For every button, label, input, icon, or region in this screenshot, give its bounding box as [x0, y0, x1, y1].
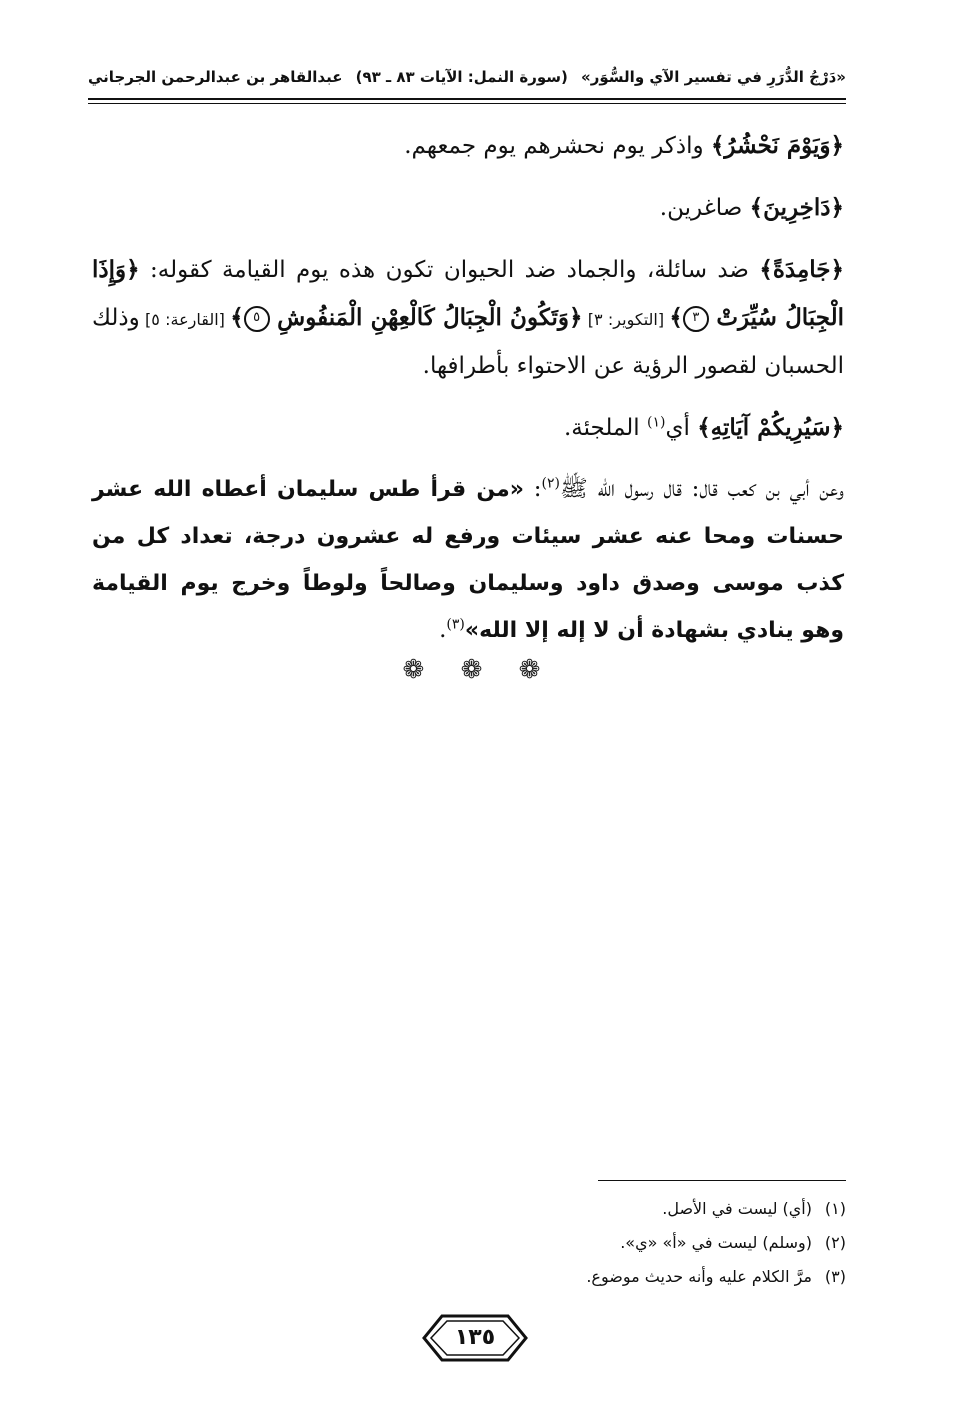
header-book-title: «دَرْجُ الدُّرَرِ في تفسير الآي والسُّوَر»: [581, 68, 846, 86]
commentary-text: ضد سائلة، والجماد ضد الحيوان تكون هذه يوم القيامة كقوله:: [139, 257, 760, 283]
paragraph-5: [92, 466, 844, 654]
quran-phrase: ﴿سَيُرِيكُمْ آيَاتِهِ﴾: [697, 414, 844, 441]
page-number: ١٣٥: [454, 1325, 496, 1350]
quran-verse-close: ﴾: [669, 304, 683, 331]
commentary-text: وذلك الحسبان لقصور الرؤية عن الاحتواء بأطرافها.: [92, 305, 844, 379]
footnote-marker: (٢): [541, 475, 561, 492]
commentary-text: الملجئة.: [563, 415, 647, 441]
footnote-number: (٣): [824, 1267, 846, 1286]
footnotes: [300, 1192, 846, 1294]
quran-phrase: ﴿دَاخِرِينَ﴾: [749, 194, 844, 221]
quran-verse: ﴿وَإِذَا الْجِبَالُ سُيِّرَتْ: [92, 256, 844, 331]
header-section: (سورة النمل: الآيات ٨٣ ـ ٩٣): [355, 68, 568, 86]
footnote-item: [300, 1192, 846, 1226]
commentary-text: صاغرين.: [659, 195, 750, 221]
commentary-text: واذكر يوم نحشرهم يوم جمعهم.: [404, 133, 711, 159]
section-divider-ornaments: ❁ ❁ ❁: [402, 655, 555, 685]
quran-phrase: ﴿وَيَوْمَ نَحْشُرُ﴾: [710, 132, 844, 159]
verse-reference: [التكوير: ٣]: [582, 310, 670, 329]
header-rule: [88, 98, 846, 100]
footnote-text: (أي) ليست في الأصل.: [662, 1199, 812, 1218]
running-header: [88, 60, 846, 94]
commentary-text: أي: [665, 415, 698, 441]
narration-text: وعن أبي بن كعب قال: قال رسول الله ﷺ: [560, 476, 844, 502]
footnote-item: [300, 1260, 846, 1294]
footnote-text: مرَّ الكلام عليه وأنه حديث موضوع.: [586, 1267, 812, 1286]
paragraph-4: [92, 404, 844, 452]
main-text: [92, 122, 844, 668]
verse-reference: [القارعة: ٥]: [139, 310, 231, 329]
footnote-number: (٢): [824, 1233, 846, 1252]
ayah-number-marker: ٥: [244, 306, 270, 332]
quran-verse: ﴿وَتَكُونُ الْجِبَالُ كَالْعِهْنِ الْمَنفُوشِ: [277, 304, 583, 331]
footnote-marker: (٣): [446, 616, 465, 633]
ayah-number-marker: ٣: [683, 306, 709, 332]
paragraph-3: [92, 246, 844, 390]
quran-phrase: ﴿جَامِدَةً﴾: [759, 256, 844, 283]
narration-end: .: [439, 617, 447, 643]
page-number-badge: [420, 1312, 530, 1364]
paragraph-2: [92, 184, 844, 232]
narration-text: :: [523, 476, 542, 502]
footnote-marker: (١): [647, 414, 666, 431]
quran-verse-close: ﴾: [230, 304, 244, 331]
footnote-item: [300, 1226, 846, 1260]
header-author: عبدالقاهر بن عبدالرحمن الجرجاني: [88, 68, 343, 86]
footnote-rule: [598, 1180, 846, 1181]
paragraph-1: [92, 122, 844, 170]
header-rule-thin: [88, 103, 846, 104]
footnote-number: (١): [824, 1199, 846, 1218]
footnote-text: (وسلم) ليست في «أ» «ي».: [620, 1233, 812, 1252]
hadith-text: «من قرأ طس سليمان أعطاه الله عشر حسنات ومحا عنه عشر سيئات ورفع له عشرون درجة، تعداد كل من كذب موسى وصدق داود وسليمان وصالحاً ولوطاً وخرج يوم القيامة وهو ينادي بشهادة أن لا إله إلا الله»: [92, 477, 844, 643]
